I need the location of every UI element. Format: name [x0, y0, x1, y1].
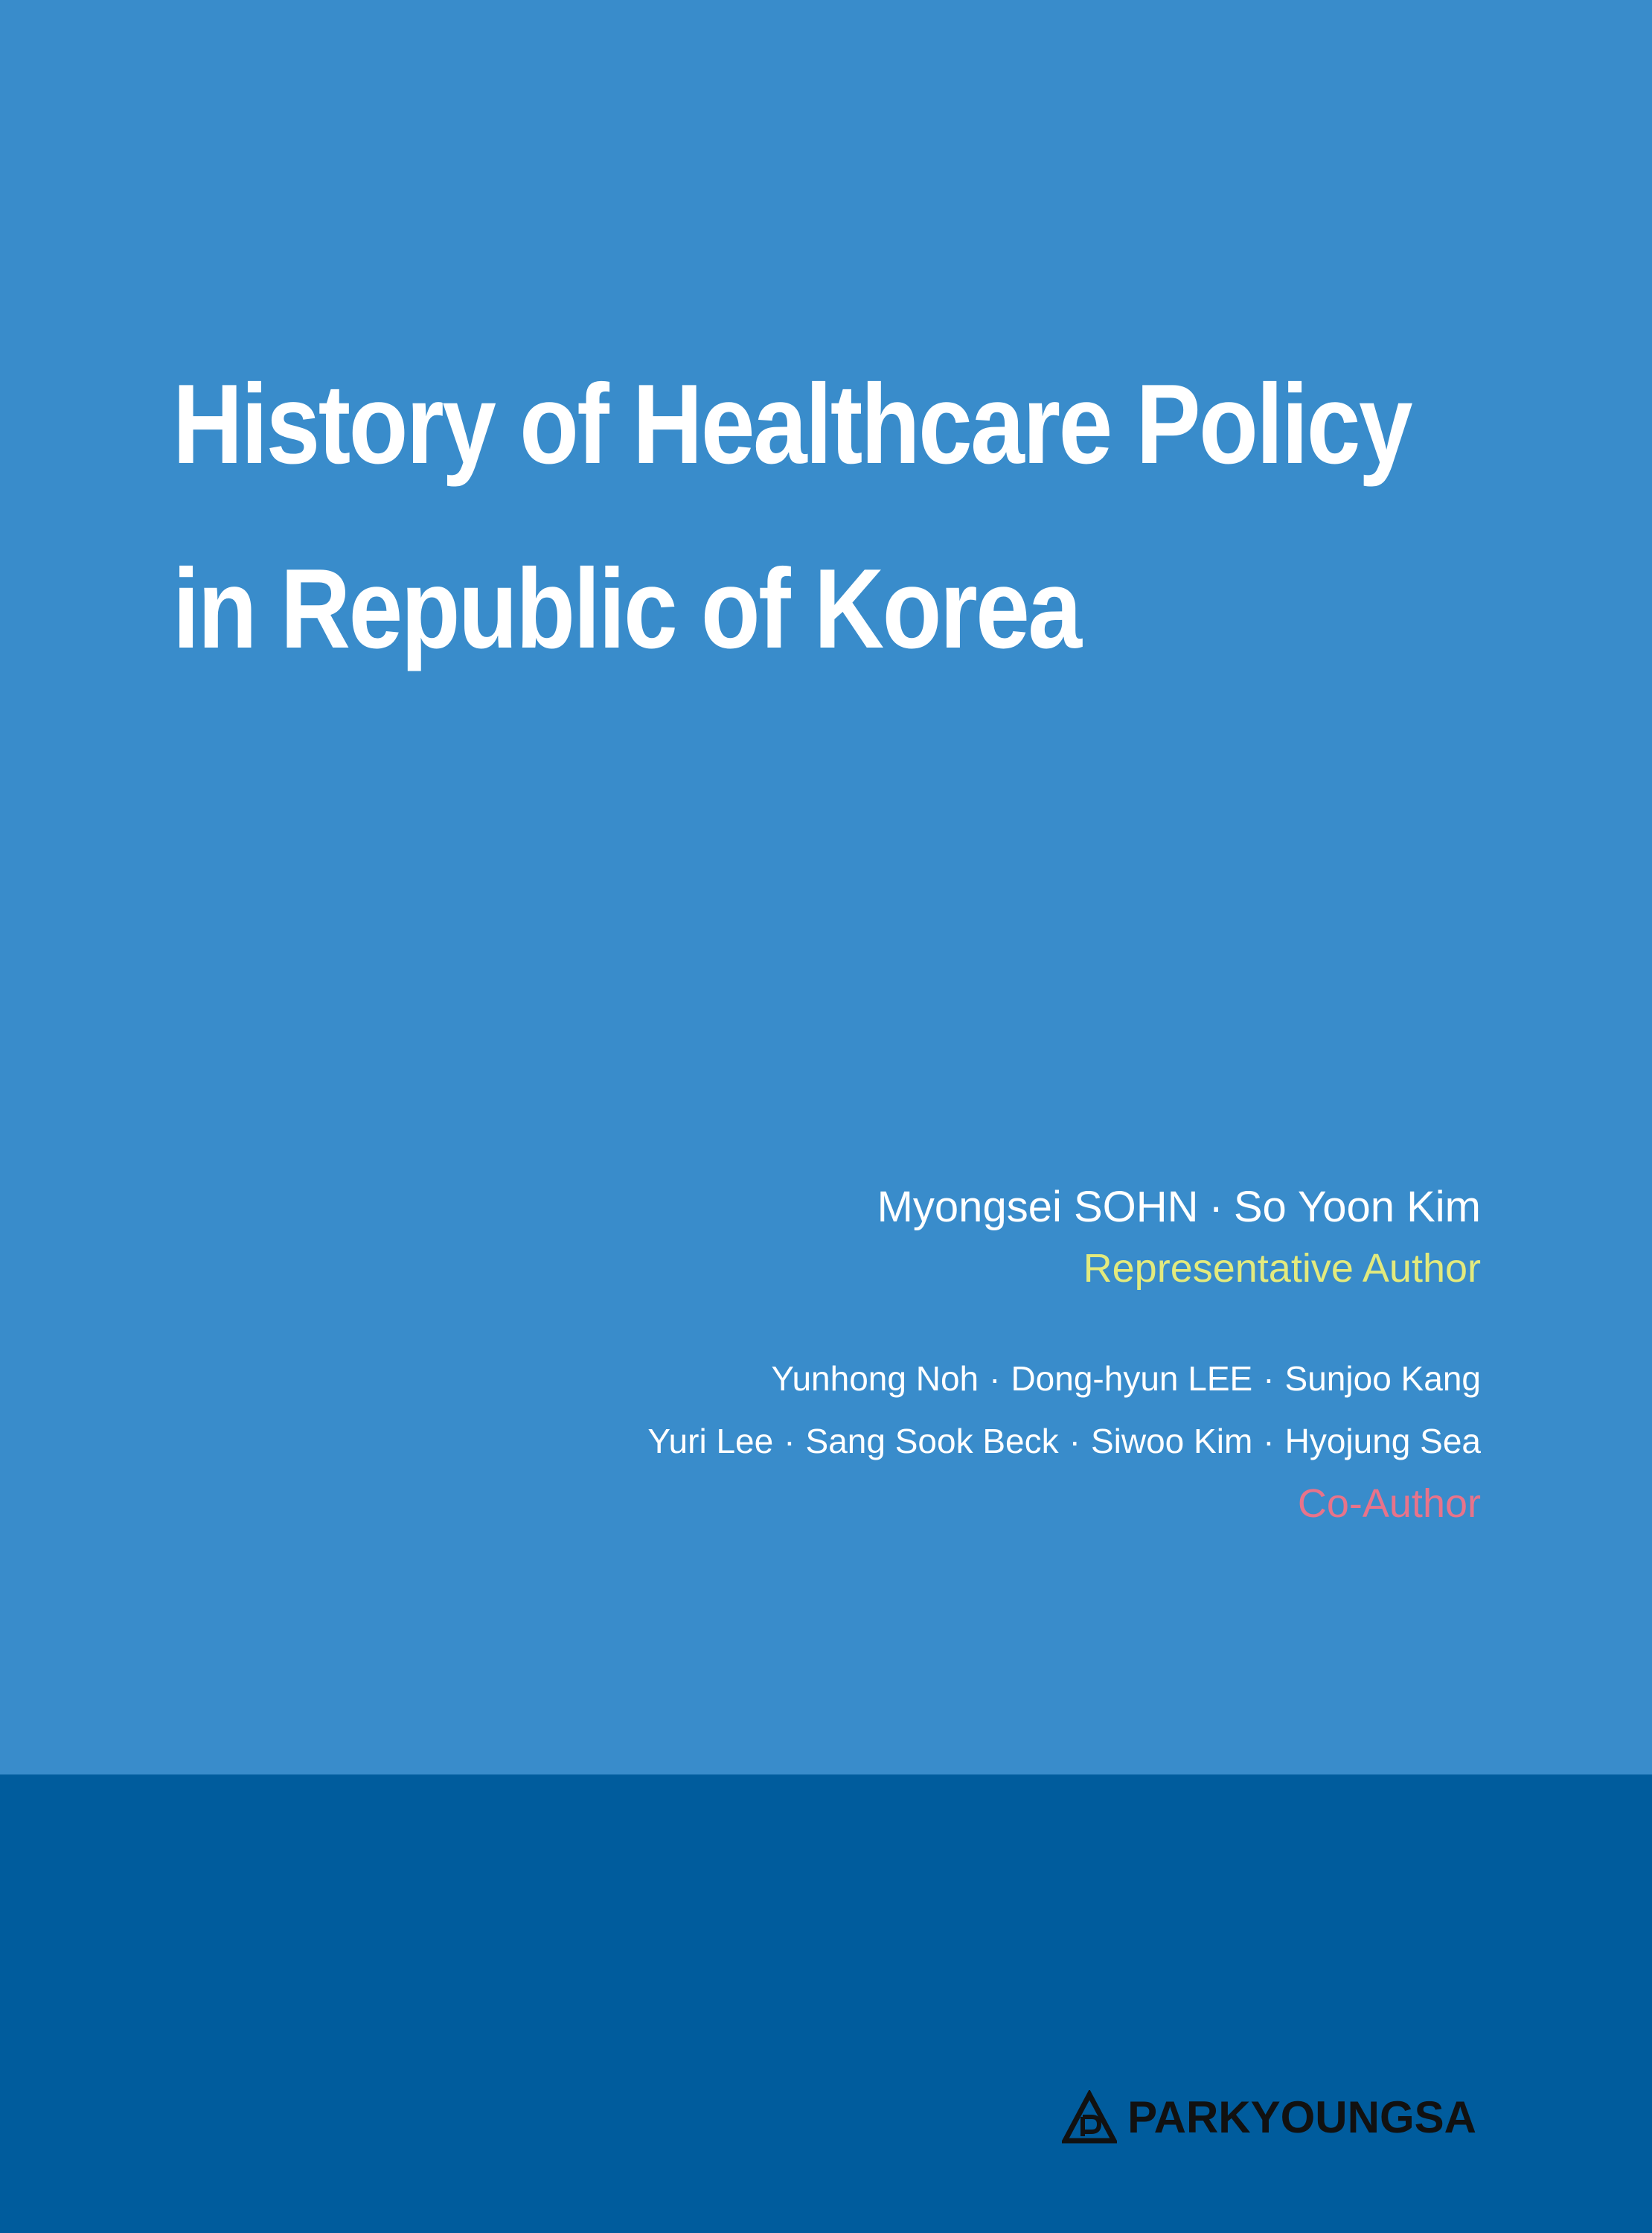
author-block — [439, 1176, 1481, 1535]
author-name: Myongsei SOHN — [877, 1183, 1199, 1231]
triangle-logo-icon — [1062, 2090, 1117, 2145]
co-author-line-2 — [439, 1410, 1481, 1472]
co-author-block — [439, 1347, 1481, 1535]
bottom-band — [0, 1774, 1652, 2233]
author-name: Sunjoo Kang — [1284, 1359, 1481, 1398]
name-separator: · — [784, 1422, 795, 1460]
representative-author-names — [439, 1176, 1481, 1239]
author-name: So Yoon Kim — [1233, 1183, 1481, 1231]
publisher-name: PARKYOUNGSA — [1127, 2092, 1476, 2142]
publisher-mark — [1062, 2090, 1476, 2145]
name-separator: · — [1069, 1422, 1080, 1460]
book-title — [173, 332, 1412, 701]
name-separator: · — [1263, 1359, 1275, 1398]
co-author-label: Co-Author — [1297, 1481, 1481, 1526]
name-separator: · — [989, 1359, 1001, 1398]
representative-author-label: Representative Author — [1083, 1246, 1481, 1291]
author-name: Sang Sook Beck — [805, 1422, 1059, 1460]
title-line-2: in Republic of Korea — [173, 546, 1080, 672]
title-line-1: History of Healthcare Policy — [173, 361, 1412, 488]
author-name: Yuri Lee — [647, 1422, 774, 1460]
name-separator: · — [1208, 1183, 1223, 1231]
author-name: Hyojung Sea — [1284, 1422, 1481, 1460]
author-name: Siwoo Kim — [1090, 1422, 1253, 1460]
name-separator: · — [1263, 1422, 1275, 1460]
author-name: Dong-hyun LEE — [1011, 1359, 1253, 1398]
co-author-line-1 — [439, 1347, 1481, 1410]
author-name: Yunhong Noh — [771, 1359, 979, 1398]
